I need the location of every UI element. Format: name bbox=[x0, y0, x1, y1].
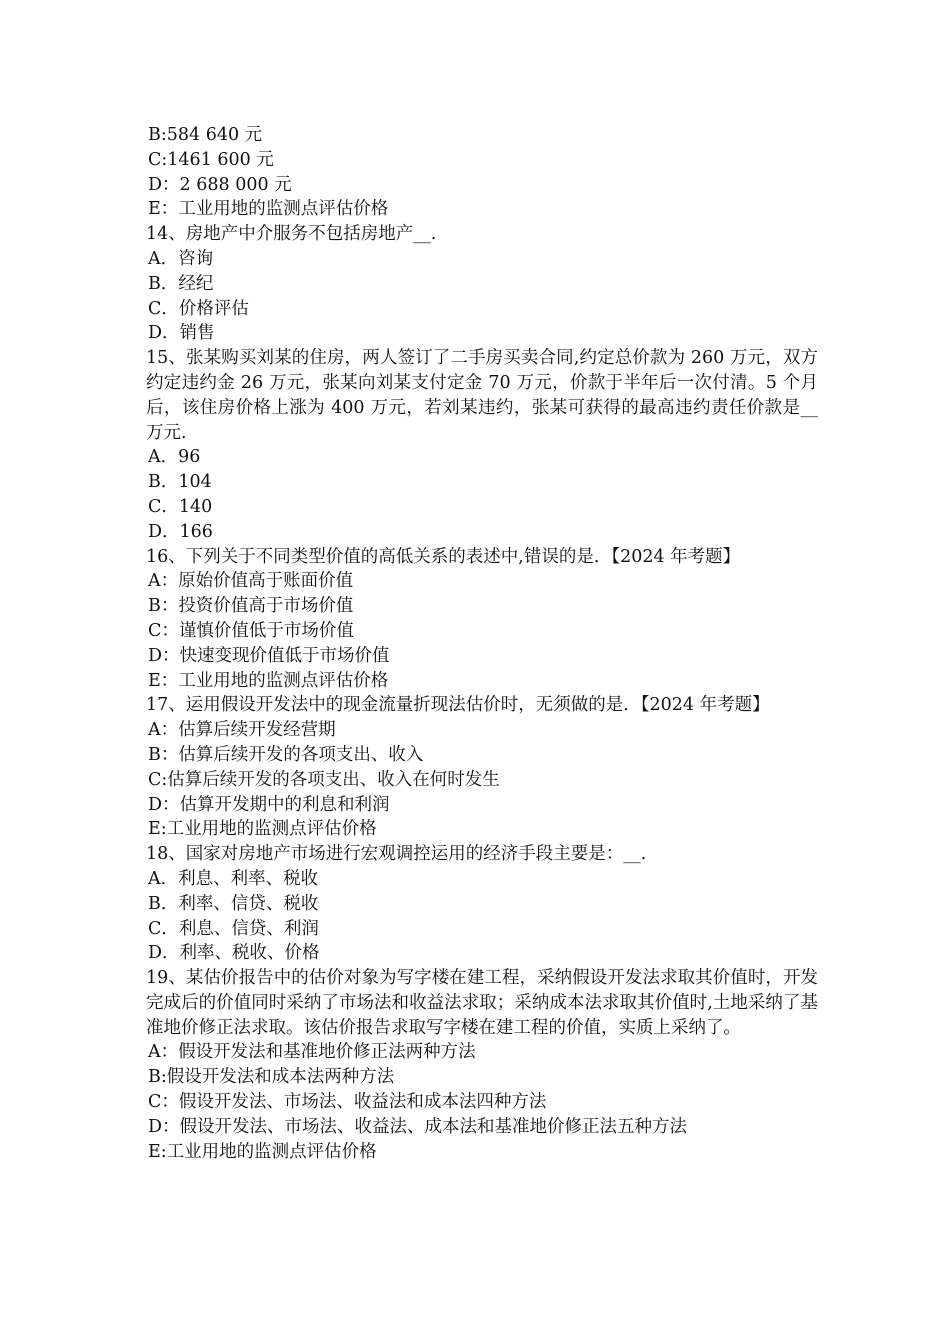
answer-option: C：假设开发法、市场法、收益法和成本法四种方法 bbox=[148, 1092, 547, 1113]
answer-option: E:工业用地的监测点评估价格 bbox=[148, 819, 377, 840]
answer-option: D．利率、税收、价格 bbox=[148, 943, 320, 964]
answer-option: A：估算后续开发经营期 bbox=[148, 720, 336, 741]
answer-option: B:584 640 元 bbox=[148, 125, 263, 145]
answer-option: E:工业用地的监测点评估价格 bbox=[148, 1141, 377, 1162]
answer-option: A：原始价值高于账面价值 bbox=[148, 571, 354, 592]
answer-option: B．104 bbox=[148, 472, 212, 493]
question-text: 15、张某购买刘某的住房，两人签订了二手房买卖合同,约定总价款为 260 万元，双方约定违约金 26 万元，张某向刘某支付定金 70 万元，价款于半年后一次付清。5 个月后，该住房价格上涨为 400 万元，若刘某违约，张某可获得的最高违约责任价款是__万元. bbox=[146, 348, 818, 443]
answer-option: B:假设开发法和成本法两种方法 bbox=[148, 1067, 395, 1088]
document-body bbox=[146, 123, 818, 1164]
answer-option: A．利息、利率、税收 bbox=[148, 868, 319, 889]
answer-option: A．咨询 bbox=[148, 248, 214, 269]
answer-option: D：快速变现价值低于市场价值 bbox=[148, 645, 390, 666]
answer-option: D．销售 bbox=[148, 323, 215, 344]
question-text: 17、运用假设开发法中的现金流量折现法估价时，无须做的是．【2024 年考题】 bbox=[146, 695, 770, 716]
question-text: 16、下列关于不同类型价值的高低关系的表述中,错误的是．【2024 年考题】 bbox=[146, 546, 741, 567]
answer-option: A：假设开发法和基准地价修正法两种方法 bbox=[148, 1042, 476, 1063]
question-text: 18、国家对房地产市场进行宏观调控运用的经济手段主要是：__. bbox=[146, 844, 647, 865]
answer-option: E：工业用地的监测点评估价格 bbox=[148, 199, 389, 220]
answer-option: B：投资价值高于市场价值 bbox=[148, 596, 354, 617]
answer-option: C:1461 600 元 bbox=[148, 149, 274, 170]
answer-option: C：谨慎价值低于市场价值 bbox=[148, 620, 354, 641]
answer-option: C:估算后续开发的各项支出、收入在何时发生 bbox=[148, 769, 500, 790]
answer-option: D：2 688 000 元 bbox=[148, 174, 292, 195]
question-text: 19、某估价报告中的估价对象为写字楼在建工程，采纳假设开发法求取其价值时，开发完成后的价值同时采纳了市场法和收益法求取；采纳成本法求取其价值时,土地采纳了基准地价修正法求取。该估价报告求取写字楼在建工程的价值，实质上采纳了。 bbox=[146, 968, 818, 1038]
answer-option: D：估算开发期中的利息和利润 bbox=[148, 794, 390, 815]
answer-option: D．166 bbox=[148, 521, 213, 542]
answer-option: B．经纪 bbox=[148, 273, 214, 294]
answer-option: D：假设开发法、市场法、收益法、成本法和基准地价修正法五种方法 bbox=[148, 1116, 688, 1137]
answer-option: E：工业用地的监测点评估价格 bbox=[148, 670, 389, 691]
answer-option: B．利率、信贷、税收 bbox=[148, 893, 319, 914]
question-text: 14、房地产中介服务不包括房地产__. bbox=[146, 224, 437, 245]
answer-option: C．价格评估 bbox=[148, 298, 249, 319]
answer-option: A．96 bbox=[148, 447, 201, 468]
answer-option: B：估算后续开发的各项支出、收入 bbox=[148, 744, 424, 765]
answer-option: C．140 bbox=[148, 496, 213, 517]
answer-option: C．利息、信贷、利润 bbox=[148, 918, 319, 939]
